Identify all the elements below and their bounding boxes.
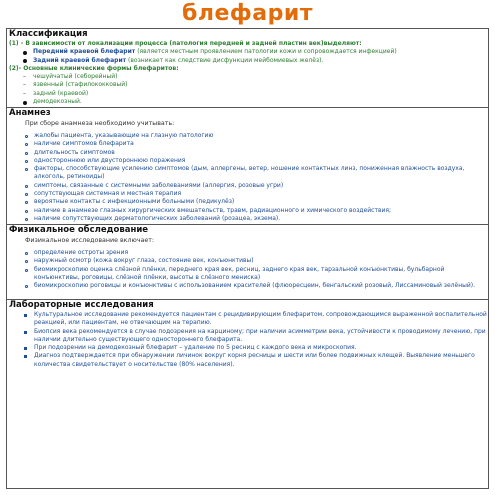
- list-item: демодекозный.: [33, 98, 488, 106]
- list-item: Задний краевой блефарит (возникает как следствие дисфункции мейбомиевых желёз).: [33, 57, 488, 65]
- section-heading: Классификация: [9, 29, 88, 39]
- list-item: – чешуйчатый (себорейный): [33, 73, 488, 81]
- list-item: биомикроскопию оценка слёзной плёнки, переднего края век, ресниц, заднего края век, тарзальной конъюнктивы, бульбарной конъюнктивы, роговицы, слёзной плёнки, высоты в слёзного мениска): [34, 266, 488, 283]
- section-intro: При сборе анамнеза необходимо учитывать:: [25, 120, 175, 127]
- lab-tests-section: [6, 300, 489, 489]
- list-item: симптомы, связанные с системными заболеваниями (аллергия, розовые угри): [34, 182, 488, 190]
- list-item: сопутствующая системная и местная терапия: [34, 190, 488, 198]
- physical-exam-list: [7, 249, 488, 290]
- section-heading: Физикальное обследование: [9, 225, 149, 235]
- list-item: – задний (краевой): [33, 90, 488, 98]
- list-item: биомикроскопию роговицы и конъюнктивы с использованием красителей (флюоресцеин, бенгальский розовый, Лиссаминовый зелёный).: [34, 282, 488, 290]
- list-item: Передний краевой блефарит (является местным проявлением патологии кожи и сопровождается инфекцией): [33, 48, 488, 56]
- list-item: – язвенный (стафилококковый): [33, 81, 488, 89]
- section-heading: Лабораторные исследования: [9, 300, 154, 310]
- section-heading: Анамнез: [9, 108, 51, 118]
- classification-item1: (1) - В зависимости от локализации процесса (патология передней и задней пластин век)выделяют:: [9, 40, 362, 47]
- classification-section: [6, 28, 489, 108]
- list-item: Диагноз подтверждается при обнаружении личинок вокруг корня ресницы и шести или более подвижных клещей. Выявление меньшего количества свидетельствует о носительстве (80% населения).: [34, 352, 488, 369]
- physical-exam-section: [6, 225, 489, 300]
- classification-item2: (2)- Основные клинические формы блефаритов:: [9, 64, 179, 72]
- list-item: определение остроты зрения: [34, 249, 488, 257]
- list-item: жалобы пациента, указывающие на глазную патологию: [34, 132, 488, 140]
- list-item: наличие сопутствующих дерматологических заболеваний (розацеа, экзема).: [34, 215, 488, 223]
- localization-list: [7, 48, 488, 65]
- page-title: блефарит: [182, 1, 313, 26]
- list-item: Культуральное исследование рекомендуется пациентам с рецидивирующим блефаритом, сопровождающимся выраженной воспалительной реакцией, или пациентам, не отвечающим на терапию.: [34, 311, 487, 327]
- section-intro: Физикальное исследование включает:: [25, 237, 155, 244]
- list-item: При подозрении на демодекозный блефарит – удаление по 5 ресниц с каждого века и микроскопия.: [34, 344, 488, 352]
- list-item: длительность симптомов: [34, 149, 488, 157]
- lab-tests-list: [7, 311, 488, 369]
- list-item: Биопсия века рекомендуется в случае подозрения на карциному; при наличии асимметрии века, устойчивости к проводимому лечению, при наличии длительно существующего одностороннего блефарита.: [34, 328, 488, 345]
- list-item: наружный осмотр (кожа вокруг глаза, состояние век, конъюнктивы): [34, 257, 488, 265]
- list-item: одностороннюю или двустороннюю поражения: [34, 157, 488, 165]
- list-item: вероятные контакты с инфекционными больными (педикулёз): [34, 198, 488, 206]
- list-item: наличие в анамнезе глазных хирургических вмешательств, травм, радиационного и химического воздействия;: [34, 207, 488, 215]
- forms-list: [7, 73, 488, 106]
- list-item: наличие симптомов блефарита: [34, 140, 488, 148]
- anamnesis-section: [6, 108, 489, 225]
- list-item: факторы, способствующие усилению симптомов (дым, аллергены, ветер, ношение контактных линз, пониженная влажность воздуха, алкоголь, ретиноиды): [34, 165, 488, 182]
- anamnesis-list: [7, 132, 488, 223]
